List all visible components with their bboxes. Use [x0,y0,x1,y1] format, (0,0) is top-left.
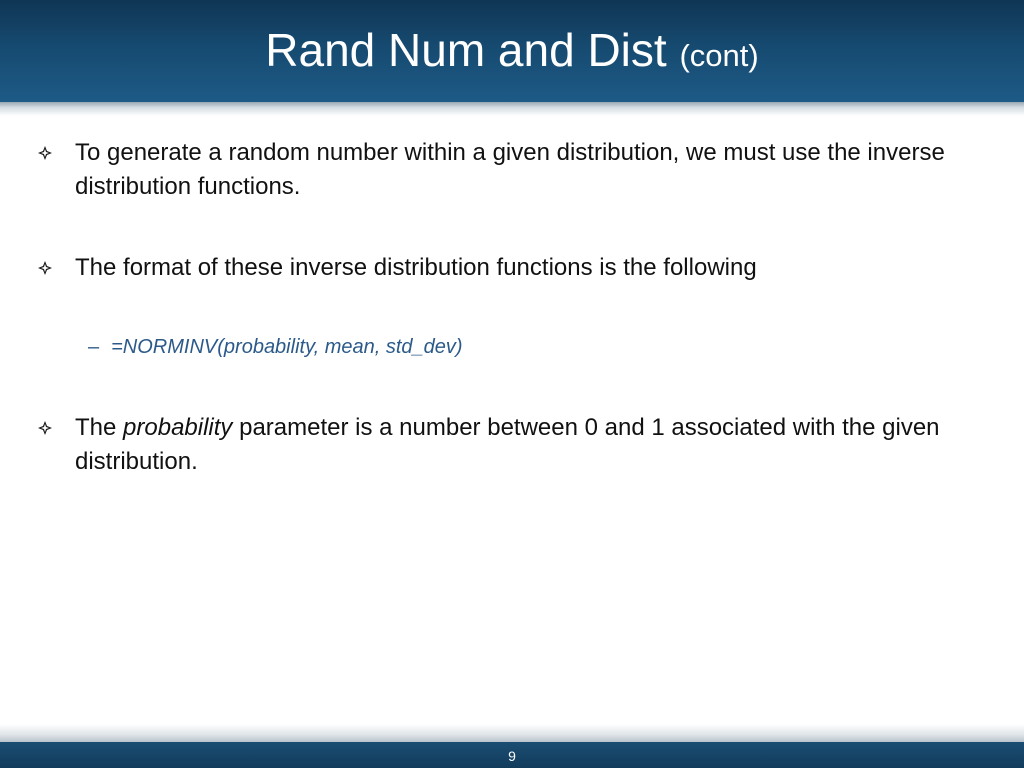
slide-title-main: Rand Num and Dist [265,24,667,76]
bullet-item [38,136,988,204]
title-bar-shadow [0,102,1024,116]
sub-bullet [88,332,463,362]
formula-text: =NORMINV(probability, mean, std_dev) [111,336,463,358]
bullet-text-before: The [75,414,124,441]
bullet-text: The format of these inverse distribution functions is the following [75,254,757,281]
bullet-text: To generate a random number within a given distribution, we must use the inverse distribution functions. [75,139,945,200]
diamond-bullet-icon [38,261,52,275]
diamond-bullet-icon [38,421,52,435]
bullet-text-after: parameter is a number between 0 and 1 associated with the given distribution. [75,414,940,475]
bullet-text-italic: probability [123,414,233,441]
bullet-item [38,251,988,285]
bullet-text [75,411,988,479]
slide-title [0,22,1024,84]
slide-title-suffix: (cont) [679,38,759,73]
diamond-bullet-icon [38,146,52,160]
footer-shadow [0,724,1024,742]
page-number: 9 [508,748,516,764]
sub-bullet-dash: – [88,336,100,358]
bullet-item [38,411,988,479]
